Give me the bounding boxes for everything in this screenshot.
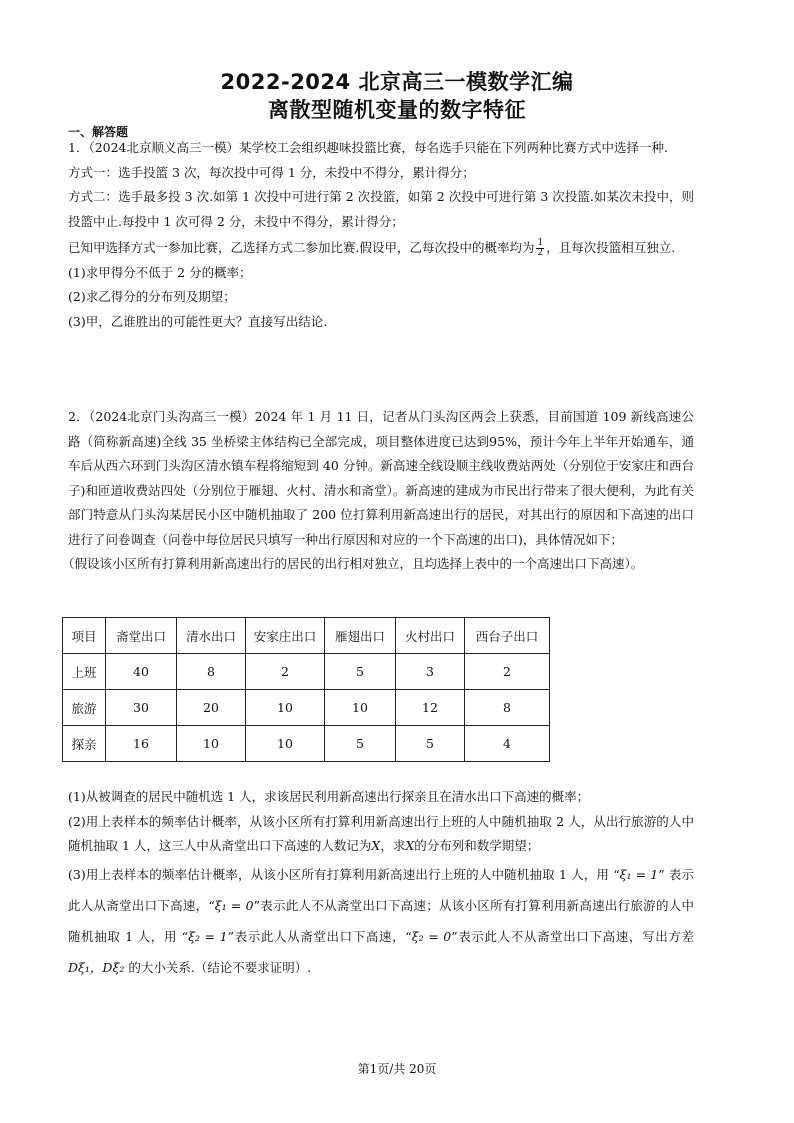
- table-header-cell: 清水出口: [177, 618, 246, 654]
- table-cell: 5: [325, 726, 396, 762]
- table-cell: 3: [396, 654, 465, 690]
- q1-stem: 1．（2024北京顺义高三一模）某学校工会组织趣味投篮比赛，每名选手只能在下列两种比赛方式中选择一种.: [68, 140, 668, 155]
- xi1-equals-0: ξ₁ = 0: [214, 897, 254, 913]
- random-variable-x: X: [405, 838, 415, 853]
- table-cell: 10: [177, 726, 246, 762]
- table-cell: 10: [325, 690, 396, 726]
- question-2-subquestions: [68, 785, 694, 983]
- table-header-row: [63, 618, 550, 654]
- table-cell: 10: [246, 726, 325, 762]
- table-row: [63, 654, 550, 690]
- table-cell: 4: [465, 726, 550, 762]
- q2-sub-2-text-c: 的分布列和数学期望；: [414, 838, 540, 853]
- table-header-cell: 火村出口: [396, 618, 465, 654]
- table-cell: 10: [246, 690, 325, 726]
- table-row: [63, 726, 550, 762]
- table-cell: 30: [106, 690, 177, 726]
- survey-table: [62, 617, 550, 762]
- xi1-equals-1: ξ₁ = 1: [619, 866, 659, 882]
- page-subtitle: 离散型随机变量的数字特征: [268, 98, 526, 122]
- q2-sub-3-text-c: ”表示此人不从斋堂出口下高速；从该小区所有打算利用新高速出行旅游的人中随机抽取 1 人，用 “: [68, 897, 694, 944]
- table-cell: 2: [465, 654, 550, 690]
- xi2-equals-0: ξ₂ = 0: [411, 928, 452, 944]
- q1-method-one: 方式一：选手投篮 3 次，每次投中可得 1 分，未投中不得分，累计得分；: [68, 164, 475, 180]
- table-header-cell: 项目: [63, 618, 106, 654]
- variance-expression: Dξ₁，Dξ₂: [68, 959, 125, 975]
- probability-fraction: [536, 239, 544, 258]
- fraction-denominator: 2: [537, 248, 544, 258]
- table-cell: 20: [177, 690, 246, 726]
- q1-condition: [68, 236, 694, 261]
- page-footer: 第1页/共 20页: [357, 1062, 437, 1076]
- table-cell: 上班: [63, 654, 106, 690]
- q2-sub-3-text-e: ”表示此人不从斋堂出口下高速，写出方差: [451, 928, 694, 944]
- table-cell: 5: [396, 726, 465, 762]
- q1-sub-1: (1)求甲得分不低于 2 分的概率；: [68, 264, 252, 280]
- q1-sub-3: (3)甲，乙谁胜出的可能性更大？直接写出结论.: [68, 313, 328, 329]
- q1-condition-text-b: ，且每次投篮相互独立.: [546, 240, 676, 255]
- q1-sub-2: (2)求乙得分的分布列及期望；: [68, 289, 236, 304]
- fraction-numerator: 1: [537, 238, 544, 248]
- q2-assumption: （假设该小区所有打算利用新高速出行的居民的出行相对独立，且均选择上表中的一个高速出口下高速）。: [62, 556, 644, 571]
- section-heading: 一、解答题: [68, 125, 129, 139]
- table-cell: 12: [396, 690, 465, 726]
- random-variable-x: X: [371, 838, 381, 853]
- table-header-cell: 雁翅出口: [325, 618, 396, 654]
- q2-sub-1: (1)从被调查的居民中随机选 1 人，求该居民利用新高速出行探亲且在清水出口下高速的概率；: [68, 789, 590, 804]
- q2-sub-3-text-a: (3)用上表样本的频率估计概率，从该小区所有打算利用新高速出行上班的人中随机抽取 1 人，用 “: [68, 866, 620, 882]
- q2-sub-2-text-a: (2)用上表样本的频率估计概率，从该小区所有打算利用新高速出行上班的人中随机抽取 2 人，从出行旅游的人中随机抽取 1 人，这三人中从斋堂出口下高速的人数记为: [68, 813, 694, 853]
- table-cell: 探亲: [63, 726, 106, 762]
- table-cell: 8: [465, 690, 550, 726]
- table-header-cell: 斋堂出口: [106, 618, 177, 654]
- table-header-cell: 安家庄出口: [246, 618, 325, 654]
- question-2: [62, 405, 694, 577]
- xi2-equals-1: ξ₂ = 1: [188, 928, 228, 944]
- q2-sub-2: [68, 810, 694, 859]
- q2-stem: 2．（2024北京门头沟高三一模）2024 年 1 月 11 日，记者从门头沟区两会上获悉，目前国道 109 新线高速公路（简称新高速)全线 35 坐桥梁主体结构已全部完成，项目整体进度已达到95%，预计今年上半年开始通车，通车后从西六环到门头沟区清水镇车程将缩短到 40 分钟。新高速全线设顺主线收费站两处（分别位于安家庄和西台子)和匝道收费站四处（分别位于雁翅、火村、清水和斋堂）。新高速的建成为市民出行带来了很大便利，为此有关部门特意从门头沟某居民小区中随机抽取了 200 位打算利用新高速出行的居民，对其出行的原因和下高速的出口进行了问卷调查（问卷中每位居民只填写一种出行原因和对应的一个下高速的出口)，具体情况如下；: [68, 409, 694, 547]
- table-row: [63, 690, 550, 726]
- table-cell: 16: [106, 726, 177, 762]
- q2-sub-3-text-d: ”表示此人从斋堂出口下高速，“: [227, 928, 412, 944]
- q2-sub-3-text-b: ” 表示此人从斋堂出口下高速，“: [68, 866, 694, 913]
- page-title: 2022-2024 北京高三一模数学汇编: [220, 70, 574, 94]
- table-cell: 2: [246, 654, 325, 690]
- q1-method-two: 方式二：选手最多投 3 次.如第 1 次投中可进行第 2 次投篮，如第 2 次投中可进行第 3 次投篮.如某次未投中，则投篮中止.每投中 1 次可得 2 分，未投中不得分，累计得分；: [68, 189, 694, 229]
- question-1: [68, 136, 694, 334]
- q1-condition-text-a: 已知甲选择方式一参加比赛，乙选择方式二参加比赛.假设甲，乙每次投中的概率均为: [68, 240, 535, 255]
- table-cell: 8: [177, 654, 246, 690]
- table-cell: 40: [106, 654, 177, 690]
- table-cell: 旅游: [63, 690, 106, 726]
- table-header-cell: 西台子出口: [465, 618, 550, 654]
- q2-sub-2-text-b: ，求: [380, 838, 406, 853]
- table-cell: 5: [325, 654, 396, 690]
- q2-sub-3-text-f: 的大小关系.（结论不要求证明）.: [128, 959, 312, 975]
- q2-sub-3: [68, 859, 694, 983]
